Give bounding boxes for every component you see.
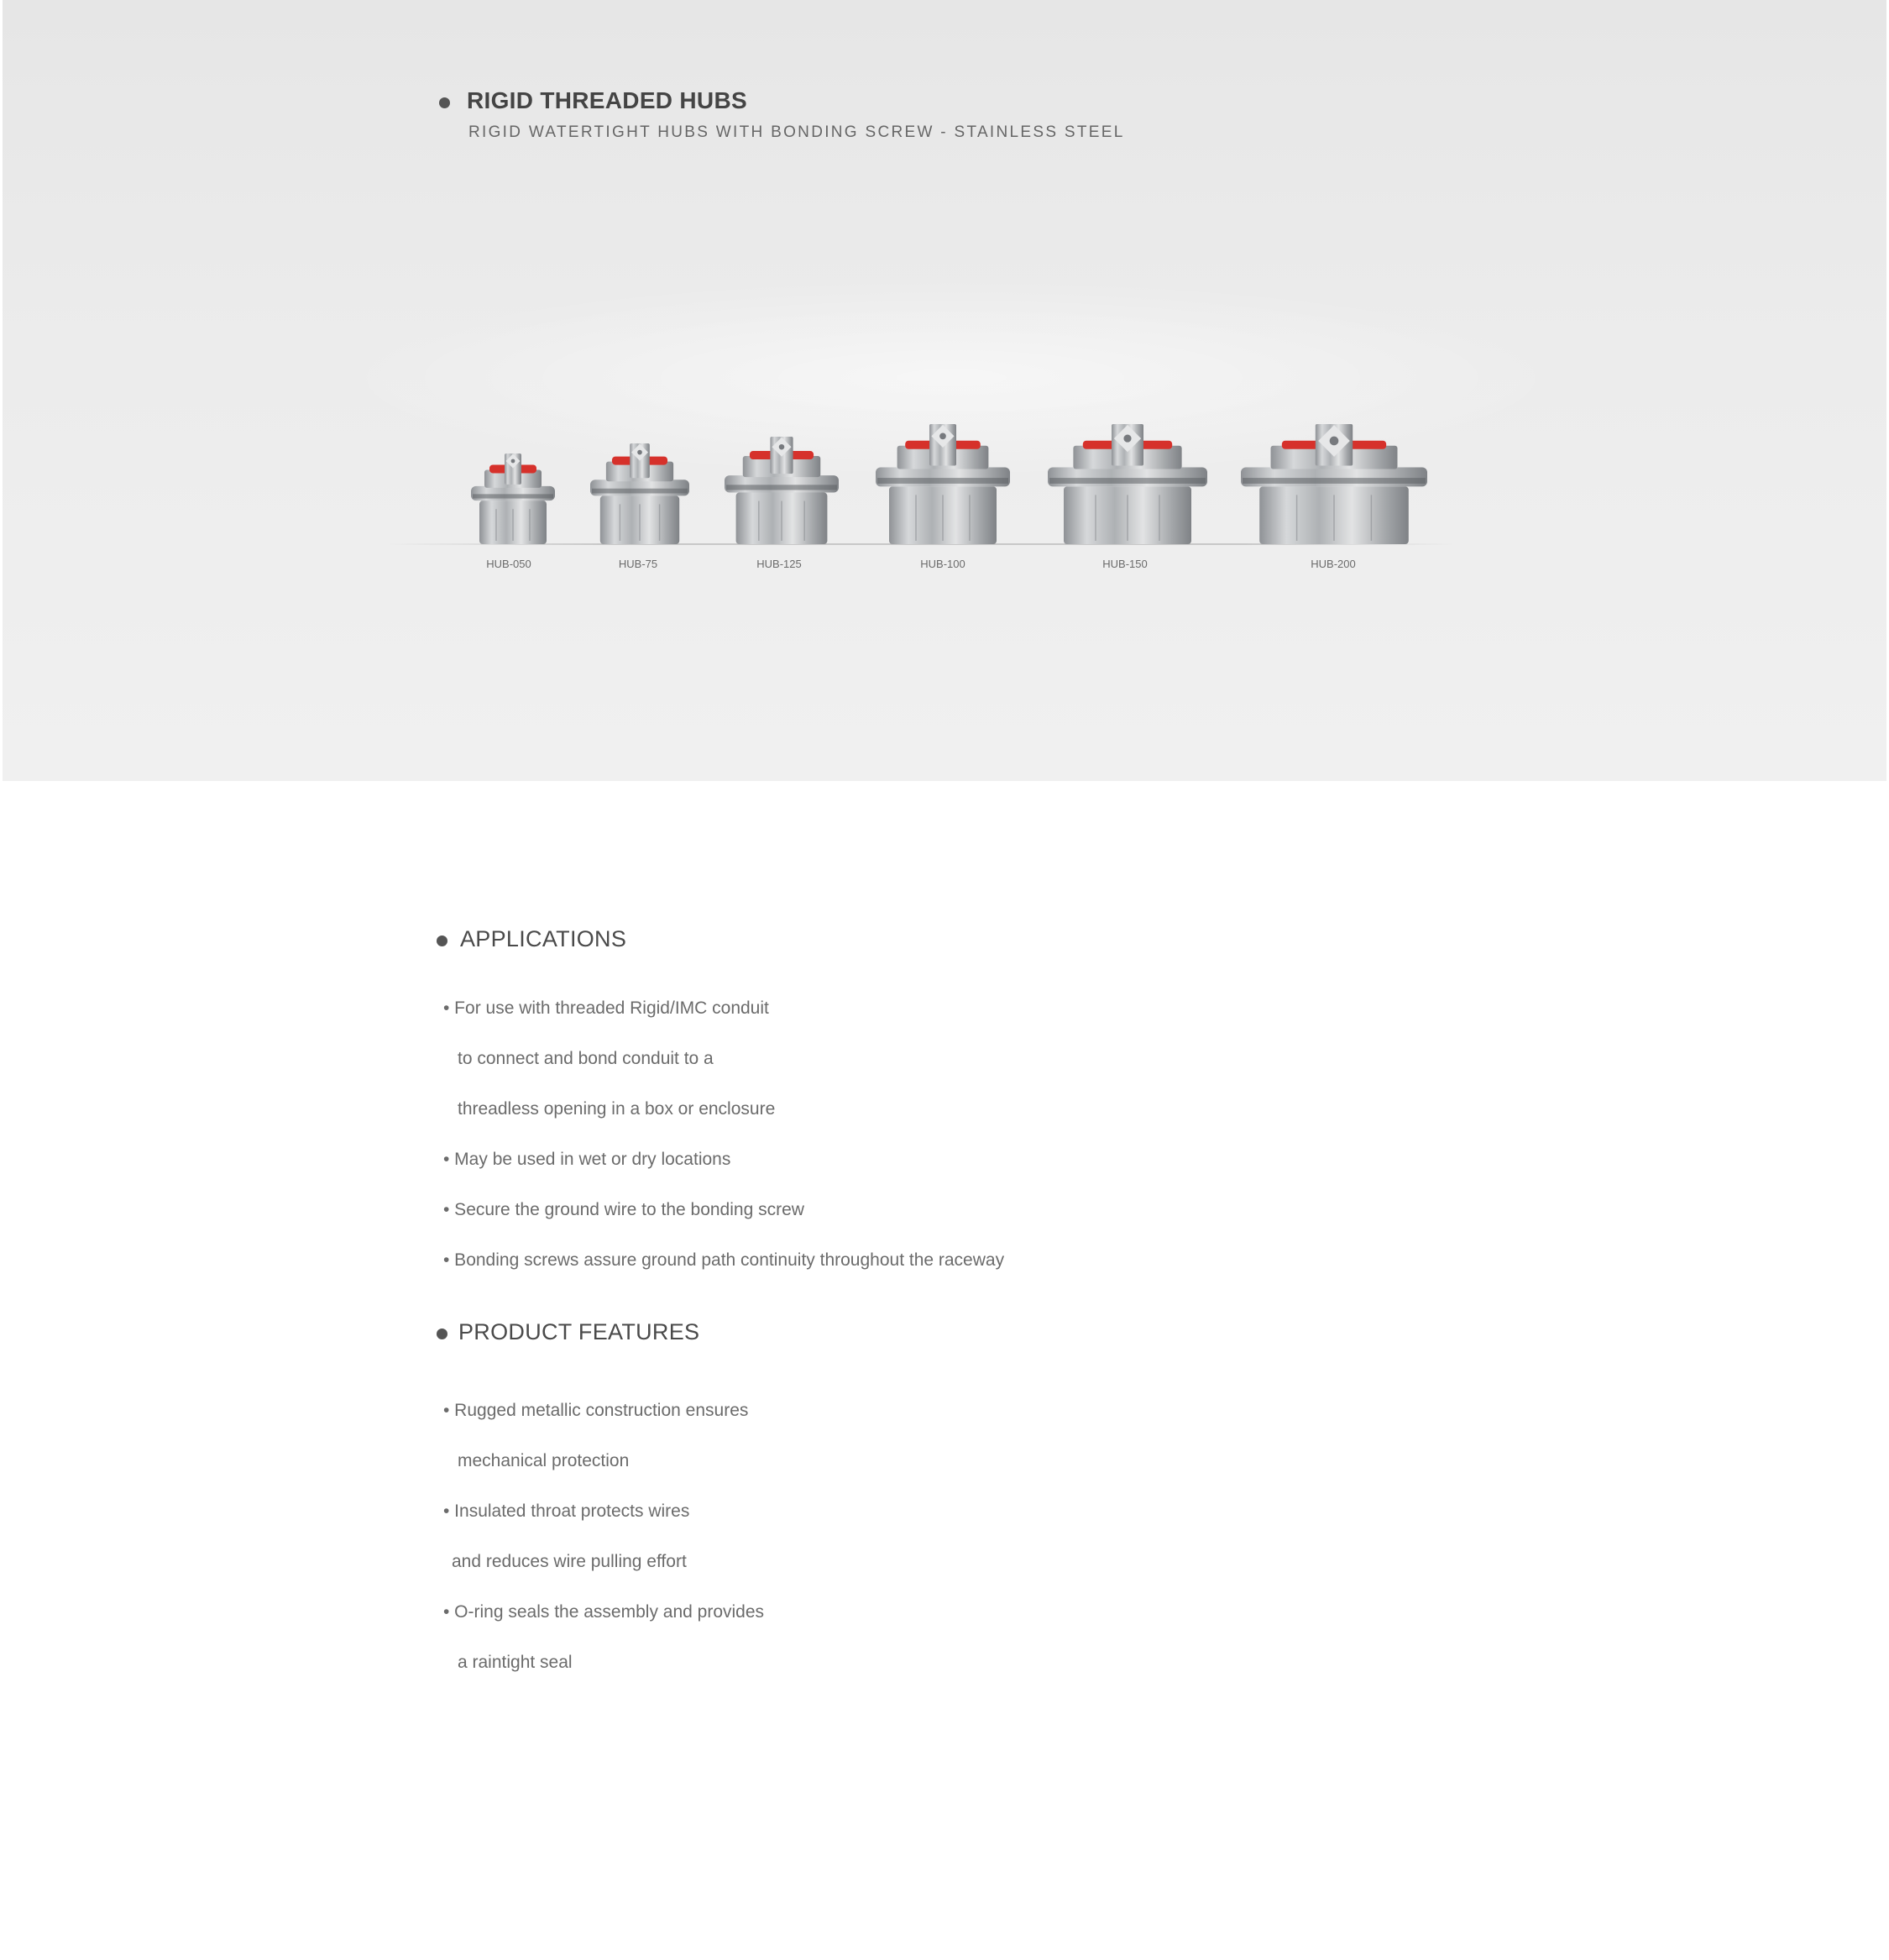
- applications-line: • May be used in wet or dry locations: [443, 1150, 731, 1169]
- product-hub-100[interactable]: [876, 424, 1010, 544]
- product-label: HUB-125: [756, 558, 802, 570]
- features-line: mechanical protection: [458, 1451, 630, 1470]
- product-hub-200[interactable]: [1241, 424, 1427, 544]
- product-hub-050[interactable]: [471, 453, 555, 544]
- product-label: HUB-100: [920, 558, 965, 570]
- applications-line: • Secure the ground wire to the bonding screw: [443, 1200, 804, 1219]
- hub-050-image: [471, 453, 555, 544]
- hub-75-image: [590, 443, 689, 544]
- features-line: a raintight seal: [458, 1653, 573, 1672]
- applications-line: to connect and bond conduit to a: [458, 1049, 714, 1068]
- features-line: • Insulated throat protects wires: [443, 1501, 690, 1521]
- features-title: PRODUCT FEATURES: [458, 1319, 700, 1344]
- features-bullet-icon: [437, 1329, 447, 1339]
- applications-line: • For use with threaded Rigid/IMC conduit: [443, 998, 769, 1018]
- product-label: HUB-150: [1102, 558, 1148, 570]
- hero-bullet-icon: [439, 97, 450, 108]
- hero-subtitle: RIGID WATERTIGHT HUBS WITH BONDING SCREW - STAINLESS STEEL: [468, 123, 1125, 141]
- hero-banner: [3, 0, 1886, 781]
- hub-100-image: [876, 424, 1010, 544]
- features-line: and reduces wire pulling effort: [452, 1552, 687, 1571]
- product-label: HUB-75: [618, 558, 658, 570]
- product-label: HUB-200: [1311, 558, 1356, 570]
- applications-bullet-icon: [437, 935, 447, 946]
- hub-200-image: [1241, 424, 1427, 544]
- hub-125-image: [725, 437, 839, 544]
- applications-line: • Bonding screws assure ground path continuity throughout the raceway: [443, 1250, 1005, 1270]
- hero-title: RIGID THREADED HUBS: [467, 87, 747, 113]
- product-label: HUB-050: [486, 558, 531, 570]
- product-hub-125[interactable]: [725, 437, 839, 544]
- features-line: • O-ring seals the assembly and provides: [443, 1602, 765, 1622]
- product-hub-150[interactable]: [1048, 424, 1207, 544]
- applications-title: APPLICATIONS: [460, 926, 627, 951]
- hub-150-image: [1048, 424, 1207, 544]
- features-line: • Rugged metallic construction ensures: [443, 1401, 749, 1420]
- product-hub-75[interactable]: [590, 443, 689, 544]
- applications-line: threadless opening in a box or enclosure: [458, 1099, 776, 1119]
